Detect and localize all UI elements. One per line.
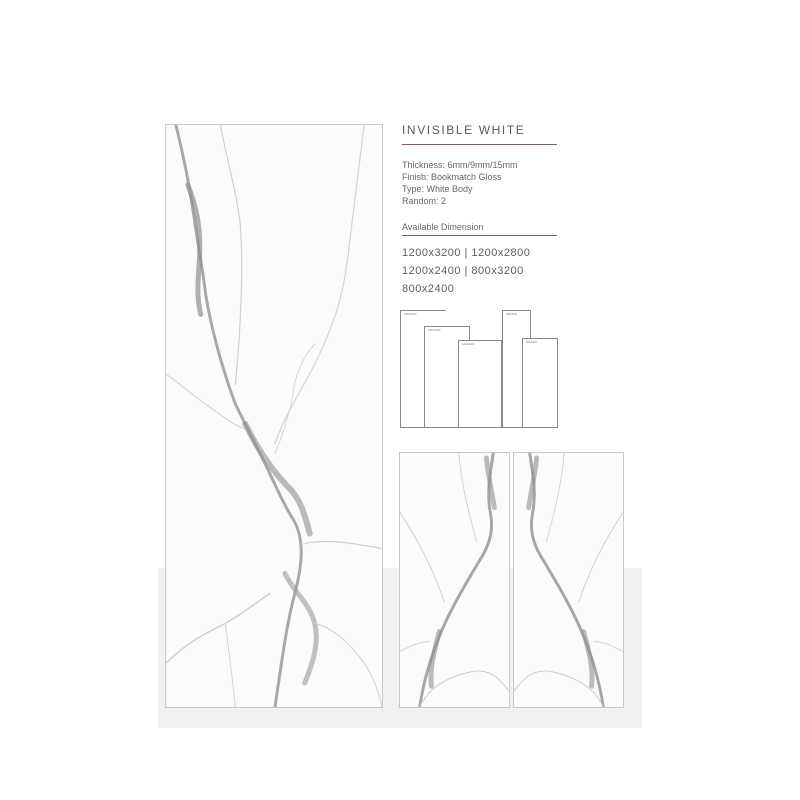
dimension-list [402, 244, 530, 298]
dimension-line: 1200x3200 | 1200x2800 [402, 247, 531, 259]
bookmatch-slab-left [399, 452, 510, 708]
spec-random: Random: 2 [402, 196, 447, 206]
size-label: 1200x2800 [428, 329, 441, 332]
dimension-line: 1200x2400 | 800x3200 [402, 265, 524, 277]
size-comparison-diagram [400, 306, 560, 428]
product-title: INVISIBLE WHITE [402, 123, 526, 137]
size-label: 800x3200 [506, 313, 517, 316]
main-marble-slab [165, 124, 383, 708]
bookmatch-slab-right [513, 452, 624, 708]
size-label: 1200x3200 [404, 313, 417, 316]
dimension-divider [402, 235, 557, 236]
spec-thickness: Thickness: 6mm/9mm/15mm [402, 160, 518, 170]
marble-vein-pattern [514, 453, 623, 707]
title-divider [402, 144, 557, 145]
size-box-800x2400 [522, 338, 558, 428]
size-label: 800x2400 [526, 341, 537, 344]
dimension-heading: Available Dimension [402, 222, 484, 232]
marble-vein-pattern [400, 453, 509, 707]
dimension-line: 800x2400 [402, 283, 455, 295]
size-label: 1200x2400 [462, 343, 475, 346]
size-box-1200x2400 [458, 340, 502, 428]
spec-list [402, 159, 518, 207]
spec-type: Type: White Body [402, 184, 473, 194]
marble-vein-pattern [166, 125, 382, 707]
spec-finish: Finish: Bookmatch Gloss [402, 172, 502, 182]
